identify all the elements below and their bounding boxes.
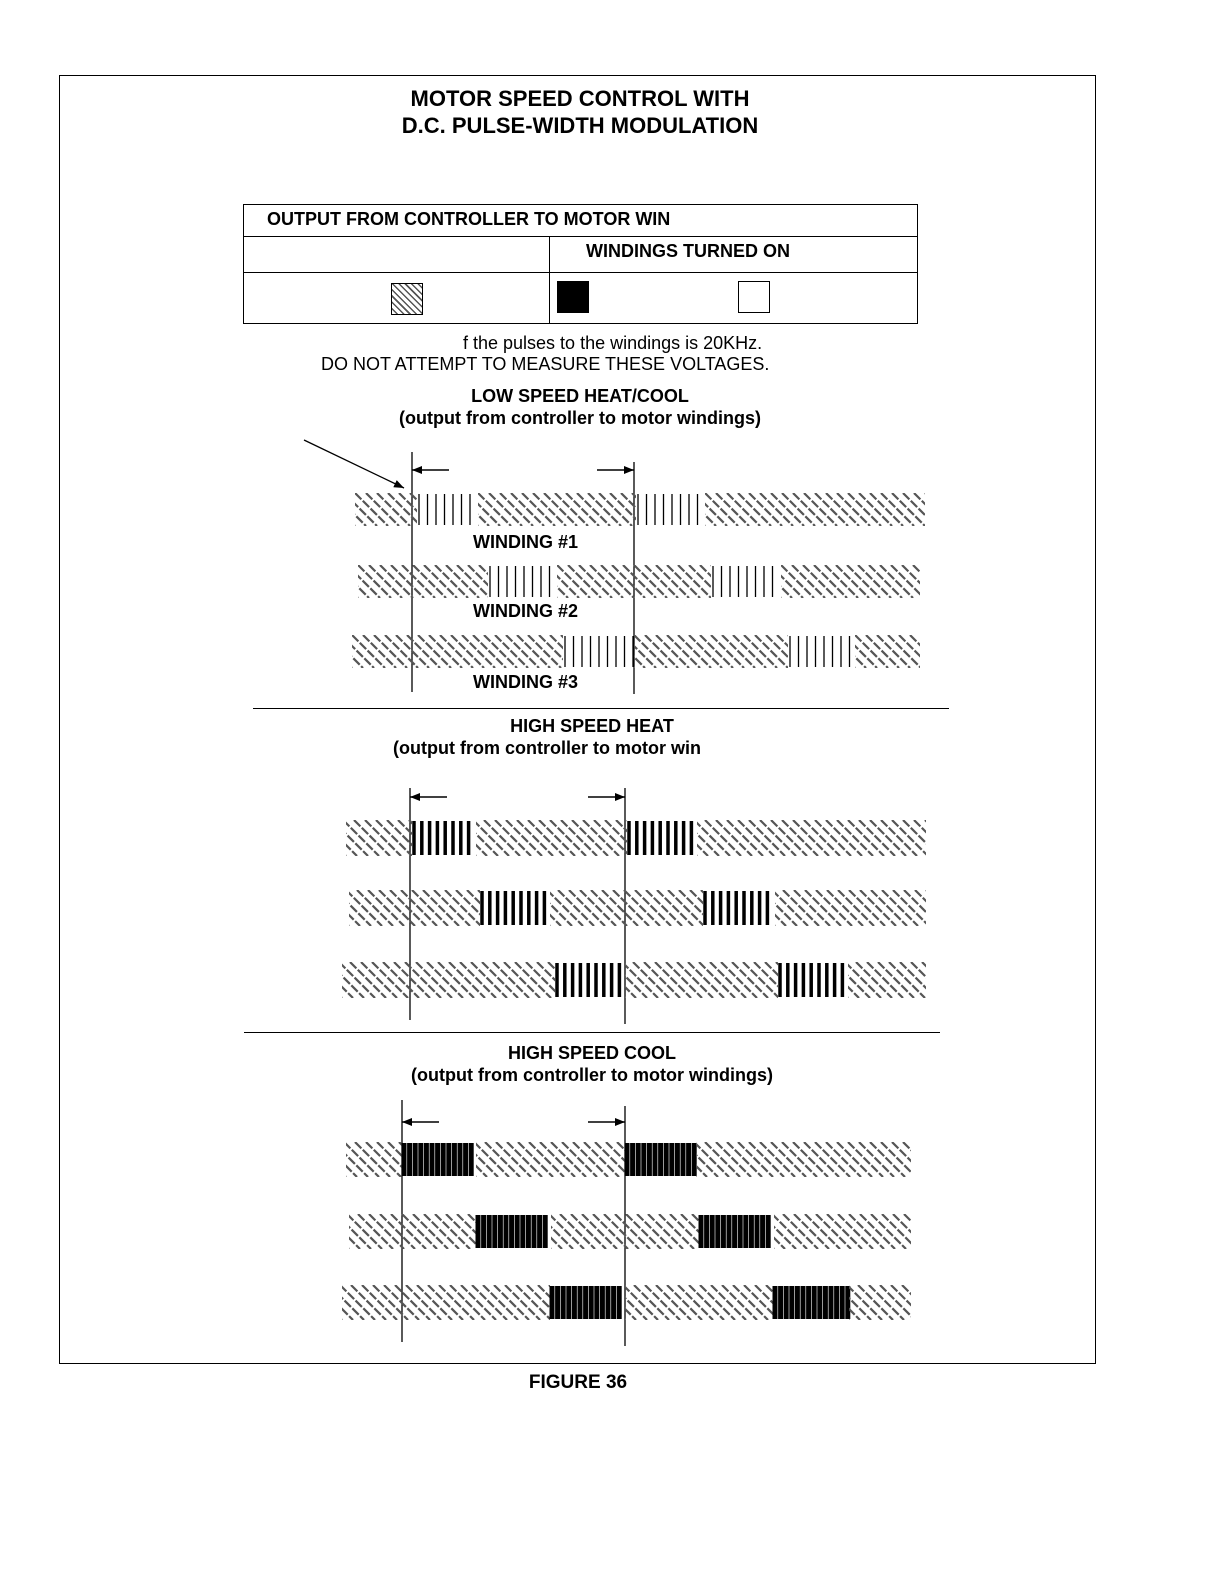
legend-header-text: OUTPUT FROM CONTROLLER TO MOTOR WIN bbox=[267, 209, 671, 229]
low-w2-off-0 bbox=[325, 565, 545, 598]
windings-turned-on-label: WINDINGS TURNED ON bbox=[586, 241, 790, 261]
high-heat-title: HIGH SPEED HEAT bbox=[510, 716, 674, 736]
heat-w3-off-1 bbox=[589, 962, 845, 998]
low-w2-off-end bbox=[748, 565, 979, 598]
frequency-note: f the pulses to the windings is 20KHz. bbox=[463, 333, 763, 353]
pointer-arrow bbox=[304, 440, 404, 488]
cool-w1-off-end bbox=[661, 1142, 971, 1177]
low-w1-on-0 bbox=[419, 494, 470, 525]
low-speed-title: LOW SPEED HEAT/COOL bbox=[471, 386, 689, 406]
low-w1-off-end bbox=[672, 493, 980, 526]
low-w2-on-1 bbox=[713, 566, 773, 597]
high-cool-title: HIGH SPEED COOL bbox=[507, 1043, 677, 1063]
low-w3-on-1 bbox=[790, 636, 850, 667]
winding-3-label: WINDING #3 bbox=[473, 672, 579, 692]
heat-w1-off-1 bbox=[440, 820, 696, 856]
high-cool-subtitle: (output from controller to motor windings) bbox=[411, 1065, 773, 1085]
low-w1-off-1 bbox=[445, 493, 698, 526]
heat-w2-on-0 bbox=[482, 891, 544, 925]
title-line-1: MOTOR SPEED CONTROL WITH bbox=[410, 86, 750, 111]
cool-w2-off-end bbox=[739, 1214, 972, 1249]
low-w2-on-0 bbox=[490, 566, 550, 597]
heat-w1-off-end bbox=[661, 820, 994, 856]
heat-w2-on-1 bbox=[705, 891, 767, 925]
heat-w2-off-end bbox=[739, 890, 995, 926]
heat-w3-off-end bbox=[812, 962, 991, 998]
winding-2-label: WINDING #2 bbox=[473, 601, 579, 621]
low-w3-on-0 bbox=[565, 636, 633, 667]
low-w1-on-1 bbox=[638, 494, 698, 525]
heat-w3-on-1 bbox=[780, 963, 842, 997]
low-w3-off-0 bbox=[319, 635, 627, 668]
figure-caption: FIGURE 36 bbox=[528, 1372, 628, 1393]
title-line-2: D.C. PULSE-WIDTH MODULATION bbox=[401, 113, 759, 138]
high-heat-subtitle: (output from controller to motor win bbox=[393, 738, 701, 758]
winding-1-label: WINDING #1 bbox=[473, 532, 579, 552]
warning-note: DO NOT ATTEMPT TO MEASURE THESE VOLTAGES. bbox=[321, 354, 770, 374]
heat-w2-off-1 bbox=[514, 890, 770, 926]
cool-w1-on-1 bbox=[627, 1143, 694, 1176]
heat-w3-off-0 bbox=[306, 962, 617, 998]
heat-w1-on-1 bbox=[629, 821, 691, 855]
low-w3-off-end bbox=[822, 635, 976, 668]
cool-w3-on-1 bbox=[775, 1286, 848, 1319]
low-speed-subtitle: (output from controller to motor windings) bbox=[399, 408, 761, 428]
heat-w3-on-0 bbox=[557, 963, 619, 997]
heat-w1-on-0 bbox=[414, 821, 469, 855]
cool-w1-on-0 bbox=[404, 1143, 471, 1176]
cool-w3-on-0 bbox=[552, 1286, 619, 1319]
cool-w2-on-1 bbox=[701, 1215, 768, 1248]
cool-w2-on-0 bbox=[478, 1215, 545, 1248]
